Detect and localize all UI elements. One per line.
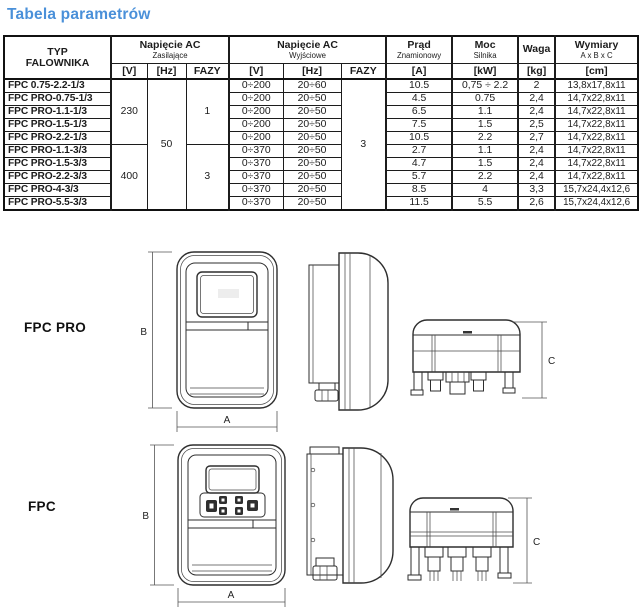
fpcpro-cable-gland <box>315 383 338 401</box>
col-header-typ <box>4 36 111 79</box>
unit-output-v: [V] <box>229 63 283 79</box>
unit-amp: [A] <box>386 63 452 79</box>
cell-typ: FPC PRO-4-3/3 <box>4 184 111 197</box>
cell-typ: FPC PRO-1.5-3/3 <box>4 158 111 171</box>
cell-out-hz: 20÷60 <box>283 79 341 93</box>
fpc-front-view <box>178 445 285 585</box>
cell-prad: 11.5 <box>386 197 452 211</box>
cell-wymiary: 14,7x22,8x11 <box>555 106 638 119</box>
cell-out-hz: 20÷50 <box>283 93 341 106</box>
cell-waga: 2,4 <box>518 171 555 184</box>
cell-moc: 5.5 <box>452 197 518 211</box>
cell-waga: 2 <box>518 79 555 93</box>
cell-wymiary: 14,7x22,8x11 <box>555 158 638 171</box>
table-row <box>4 93 638 106</box>
fpcpro-dim-b-label: B <box>140 327 147 338</box>
cell-typ: FPC PRO-1.5-1/3 <box>4 119 111 132</box>
cell-out-hz: 20÷50 <box>283 171 341 184</box>
cell-waga: 3,3 <box>518 184 555 197</box>
cell-typ: FPC PRO-1.1-1/3 <box>4 106 111 119</box>
cell-out-hz: 20÷50 <box>283 145 341 158</box>
cell-typ: FPC PRO-0.75-1/3 <box>4 93 111 106</box>
fpcpro-top-view <box>411 320 520 395</box>
unit-cm: [cm] <box>555 63 638 79</box>
cell-prad: 10.5 <box>386 79 452 93</box>
cell-waga: 2,4 <box>518 145 555 158</box>
col-header-weight <box>518 36 555 63</box>
col-header-output <box>229 36 386 63</box>
table-row <box>4 119 638 132</box>
cell-out-hz: 20÷50 <box>283 132 341 145</box>
cell-moc: 4 <box>452 184 518 197</box>
cell-waga: 2,5 <box>518 119 555 132</box>
cell-wymiary: 14,7x22,8x11 <box>555 145 638 158</box>
fpc-connectors <box>408 547 511 581</box>
cell-moc: 1.1 <box>452 145 518 158</box>
unit-supply-v: [V] <box>111 63 147 79</box>
fpcpro-connectors <box>411 372 515 395</box>
cell-waga: 2,4 <box>518 158 555 171</box>
cell-out-v: 0÷370 <box>229 158 283 171</box>
cell-moc: 0,75 ÷ 2.2 <box>452 79 518 93</box>
cell-out-v: 0÷200 <box>229 106 283 119</box>
dims-subtitle: A x B x C <box>580 50 613 60</box>
cell-out-hz: 20÷50 <box>283 158 341 171</box>
unit-output-hz: [Hz] <box>283 63 341 79</box>
cell-prad: 4.7 <box>386 158 452 171</box>
current-title: Prąd <box>407 38 431 51</box>
cell-supply-v-230: 230 <box>111 79 147 145</box>
unit-kg: [kg] <box>518 63 555 79</box>
col-header-current <box>386 36 452 63</box>
cell-prad: 7.5 <box>386 119 452 132</box>
cell-waga: 2,7 <box>518 132 555 145</box>
power-subtitle: Silnika <box>473 50 497 60</box>
fpc-top-view <box>408 498 513 581</box>
supply-title: Napięcie AC <box>139 38 201 51</box>
unit-output-fazy: FAZY <box>341 63 386 79</box>
fpc-side-view <box>307 447 393 583</box>
cell-wymiary: 14,7x22,8x11 <box>555 93 638 106</box>
fpc-dim-b-label: B <box>142 511 149 522</box>
output-subtitle: Wyjściowe <box>289 50 326 60</box>
cell-typ: FPC 0.75-2.2-1/3 <box>4 79 111 93</box>
col-header-supply <box>111 36 229 63</box>
cell-out-v: 0÷200 <box>229 132 283 145</box>
cell-moc: 1.5 <box>452 119 518 132</box>
cell-out-hz: 20÷50 <box>283 119 341 132</box>
cell-prad: 8.5 <box>386 184 452 197</box>
fpcpro-side-view <box>309 253 388 410</box>
cell-prad: 5.7 <box>386 171 452 184</box>
fpc-dim-a-label: A <box>227 590 235 601</box>
cell-moc: 1.5 <box>452 158 518 171</box>
cell-prad: 6.5 <box>386 106 452 119</box>
fpc-dim-c-label: C <box>533 537 541 548</box>
cell-wymiary: 14,7x22,8x11 <box>555 171 638 184</box>
cell-out-v: 0÷200 <box>229 119 283 132</box>
fpcpro-dimension-c <box>512 322 555 398</box>
parameters-table <box>3 35 639 211</box>
page-title: Tabela parametrów <box>7 6 151 23</box>
power-title: Moc <box>474 38 496 51</box>
cell-moc: 2.2 <box>452 132 518 145</box>
col-header-dimensions <box>555 36 638 63</box>
fpcpro-dimension-b <box>140 252 172 408</box>
dims-title: Wymiary <box>574 38 619 51</box>
cell-out-v: 0÷370 <box>229 184 283 197</box>
table-row <box>4 79 638 93</box>
cell-typ: FPC PRO-2.2-1/3 <box>4 132 111 145</box>
table-row <box>4 184 638 197</box>
table-row <box>4 197 638 211</box>
cell-out-hz: 20÷50 <box>283 197 341 211</box>
unit-supply-hz: [Hz] <box>147 63 186 79</box>
cell-wymiary: 15,7x24,4x12,6 <box>555 197 638 211</box>
fpcpro-dim-a-label: A <box>223 415 231 426</box>
cell-wymiary: 13,8x17,8x11 <box>555 79 638 93</box>
cell-typ: FPC PRO-1.1-3/3 <box>4 145 111 158</box>
fpcpro-front-view <box>177 252 277 408</box>
fpc-pro-drawing <box>0 225 640 435</box>
supply-subtitle: Zasilające <box>152 50 188 60</box>
cell-out-v: 0÷200 <box>229 79 283 93</box>
weight-title: Waga <box>522 43 551 56</box>
cell-prad: 4.5 <box>386 93 452 106</box>
fpc-display <box>206 466 259 493</box>
cell-out-v: 0÷370 <box>229 171 283 184</box>
table-row <box>4 171 638 184</box>
unit-kw: [kW] <box>452 63 518 79</box>
fpcpro-display-sticker <box>218 289 239 298</box>
output-title: Napięcie AC <box>277 38 338 51</box>
fpcpro-dim-c-label: C <box>548 356 556 367</box>
fpc-drawing <box>0 435 640 611</box>
table-row <box>4 145 638 158</box>
cell-supply-fazy-3: 3 <box>186 145 229 211</box>
fpc-dimension-a <box>178 588 285 607</box>
cell-wymiary: 14,7x22,8x11 <box>555 119 638 132</box>
cell-output-fazy: 3 <box>341 79 386 210</box>
table-row <box>4 158 638 171</box>
cell-supply-fazy-1: 1 <box>186 79 229 145</box>
cell-moc: 1.1 <box>452 106 518 119</box>
cell-out-hz: 20÷50 <box>283 184 341 197</box>
cell-out-v: 0÷200 <box>229 93 283 106</box>
cell-typ: FPC PRO-5.5-3/3 <box>4 197 111 211</box>
cell-typ: FPC PRO-2.2-3/3 <box>4 171 111 184</box>
col-header-power <box>452 36 518 63</box>
cell-out-v: 0÷370 <box>229 197 283 211</box>
col-header-typ-line2: FALOWNIKA <box>25 56 90 69</box>
cell-wymiary: 14,7x22,8x11 <box>555 132 638 145</box>
fpc-label: FPC <box>28 499 56 514</box>
cell-out-v: 0÷370 <box>229 145 283 158</box>
table-row <box>4 106 638 119</box>
cell-waga: 2,4 <box>518 106 555 119</box>
cell-waga: 2,6 <box>518 197 555 211</box>
cell-wymiary: 15,7x24,4x12,6 <box>555 184 638 197</box>
cell-supply-v-400: 400 <box>111 145 147 211</box>
cell-waga: 2,4 <box>518 93 555 106</box>
cell-out-hz: 20÷50 <box>283 106 341 119</box>
fpcpro-dimension-a <box>177 411 277 432</box>
cell-moc: 0.75 <box>452 93 518 106</box>
fpc-pro-label: FPC PRO <box>24 320 87 335</box>
cell-prad: 10.5 <box>386 132 452 145</box>
col-header-typ-line1: TYP <box>47 45 68 58</box>
fpc-cable-gland <box>313 558 337 580</box>
fpc-dimension-b <box>142 445 174 585</box>
current-subtitle: Znamionowy <box>396 50 442 60</box>
table-row <box>4 132 638 145</box>
cell-moc: 2.2 <box>452 171 518 184</box>
fpc-keypad <box>200 493 265 517</box>
unit-supply-fazy: FAZY <box>186 63 229 79</box>
cell-prad: 2.7 <box>386 145 452 158</box>
cell-supply-hz: 50 <box>147 79 186 210</box>
